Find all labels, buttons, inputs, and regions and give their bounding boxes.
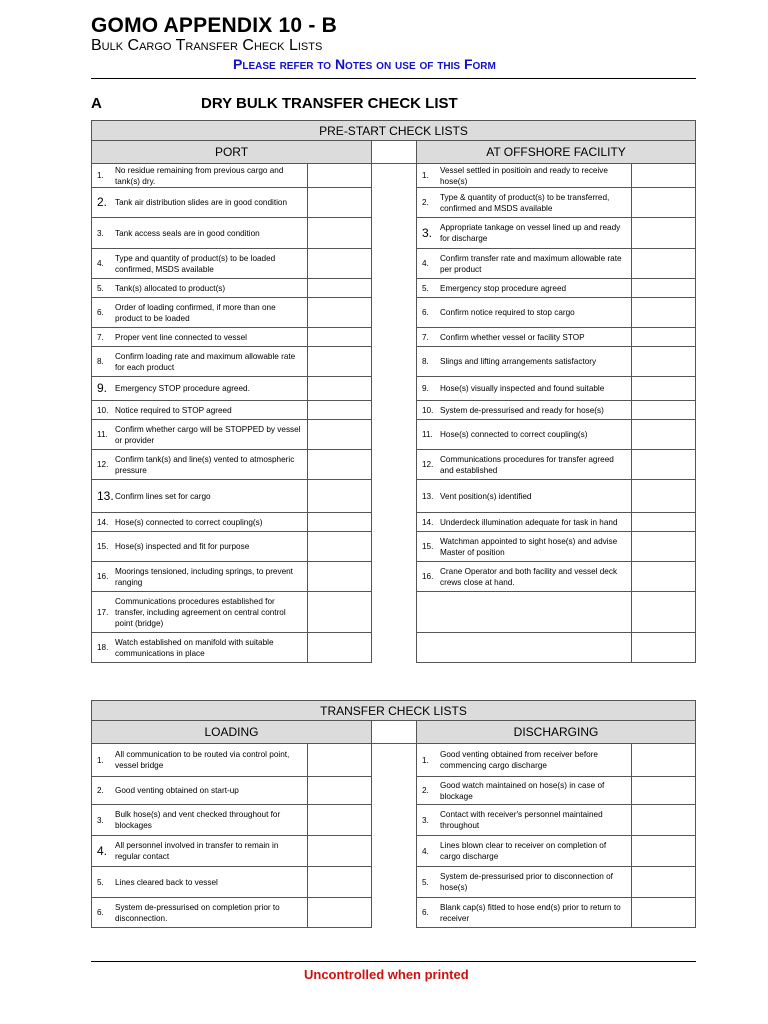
- item-number: 18.: [97, 643, 109, 652]
- checklist-row: [416, 328, 696, 347]
- prestart-table: [91, 120, 696, 658]
- checklist-row: [91, 218, 372, 249]
- item-number: 4.: [97, 843, 108, 858]
- checklist-item: [417, 480, 631, 512]
- checklist-row: [91, 347, 372, 377]
- checklist-row: [91, 328, 372, 347]
- checkbox-cell[interactable]: [307, 480, 371, 512]
- checklist-item: [417, 777, 631, 804]
- item-text: Confirm lines set for cargo: [115, 491, 211, 501]
- checklist-row: [416, 532, 696, 562]
- item-text: Order of loading confirmed, if more than one product to be loaded: [115, 302, 276, 323]
- item-number: 4.: [97, 259, 104, 268]
- checklist-item: [92, 188, 307, 217]
- checklist-row: [416, 298, 696, 328]
- item-number: 2.: [422, 198, 429, 207]
- checklist-row: [91, 401, 372, 420]
- item-text: Crane Operator and both facility and vessel deck crews close at hand.: [440, 566, 618, 587]
- item-text: Slings and lifting arrangements satisfactory: [440, 357, 597, 366]
- item-text: Lines blown clear to receiver on completion of cargo discharge: [440, 841, 607, 861]
- checklist-row: [416, 420, 696, 450]
- checkbox-cell[interactable]: [307, 377, 371, 400]
- item-number: 1.: [422, 755, 429, 765]
- item-text: Confirm whether cargo will be STOPPED by vessel or provider: [115, 424, 301, 445]
- transfer-heading: TRANSFER CHECK LISTS: [91, 700, 696, 721]
- checklist-item: [92, 347, 307, 376]
- checkbox-cell[interactable]: [631, 188, 695, 217]
- checklist-row: [416, 836, 696, 867]
- checklist-item: [92, 777, 307, 804]
- checklist-row: [416, 218, 696, 249]
- item-number: 12.: [97, 460, 109, 469]
- item-number: 7.: [97, 332, 104, 342]
- checklist-row: [91, 867, 372, 898]
- item-text: Confirm tank(s) and line(s) vented to atmospheric pressure: [115, 454, 295, 475]
- footer-note: Uncontrolled when printed: [304, 967, 469, 982]
- checklist-item: [417, 805, 631, 835]
- item-number: 14.: [97, 517, 109, 527]
- checkbox-cell[interactable]: [307, 328, 371, 346]
- header-divider: [91, 78, 696, 79]
- checklist-row: [91, 633, 372, 663]
- item-text: Watchman appointed to sight hose(s) and advise Master of position: [440, 536, 618, 557]
- checklist-item: [92, 164, 307, 187]
- item-text: Bulk hose(s) and vent checked throughout for blockages: [115, 810, 281, 830]
- checkbox-cell[interactable]: [631, 777, 695, 804]
- checkbox-cell[interactable]: [307, 279, 371, 297]
- checkbox-cell[interactable]: [307, 164, 371, 187]
- item-number: 9.: [422, 384, 429, 393]
- item-number: 4.: [422, 259, 429, 268]
- checklist-item: [417, 450, 631, 479]
- item-number: 3.: [97, 815, 104, 825]
- document-title: GOMO APPENDIX 10 - B: [91, 14, 337, 37]
- checklist-row: [416, 347, 696, 377]
- checklist-row: [91, 777, 372, 805]
- checklist-row: [416, 898, 696, 928]
- item-number: 2.: [97, 786, 104, 795]
- checkbox-cell[interactable]: [631, 532, 695, 561]
- item-text: Underdeck illumination adequate for task in hand: [440, 517, 618, 527]
- document-subtitle: Bulk Cargo Transfer Check Lists: [91, 37, 323, 54]
- item-text: Proper vent line connected to vessel: [115, 332, 247, 342]
- checkbox-cell[interactable]: [307, 898, 371, 927]
- checkbox-cell[interactable]: [307, 347, 371, 376]
- checkbox-cell[interactable]: [307, 298, 371, 327]
- checklist-item: [417, 513, 631, 531]
- item-number: 1.: [97, 171, 104, 180]
- item-text: Notice required to STOP agreed: [115, 405, 232, 415]
- checklist-item: [417, 188, 631, 217]
- checkbox-cell[interactable]: [307, 777, 371, 804]
- item-text: Watch established on manifold with suitable communications in place: [115, 637, 274, 658]
- checklist-row: [416, 450, 696, 480]
- item-text: Blank cap(s) fitted to hose end(s) prior to return to receiver: [440, 902, 621, 923]
- item-number: 15.: [97, 542, 109, 551]
- item-number: 3.: [422, 225, 433, 240]
- checkbox-cell[interactable]: [631, 898, 695, 927]
- checklist-item: [92, 480, 307, 512]
- checkbox-cell[interactable]: [631, 562, 695, 591]
- checklist-item: [92, 744, 307, 776]
- checklist-item: [92, 450, 307, 479]
- checklist-item: [92, 805, 307, 835]
- checkbox-cell[interactable]: [631, 633, 695, 662]
- checkbox-cell[interactable]: [631, 420, 695, 449]
- checklist-item: [417, 592, 631, 632]
- item-number: 7.: [422, 332, 429, 342]
- item-text: All communication to be routed via control point, vessel bridge: [115, 750, 290, 770]
- checklist-row: [416, 164, 696, 188]
- item-number: 8.: [422, 357, 429, 366]
- item-number: 16.: [422, 572, 434, 581]
- checklist-item: [417, 298, 631, 327]
- loading-heading: LOADING: [91, 721, 372, 744]
- checklist-row: [91, 420, 372, 450]
- item-text: Confirm loading rate and maximum allowable rate for each product: [115, 351, 296, 372]
- item-text: Type & quantity of product(s) to be transferred, confirmed and MSDS available: [440, 192, 610, 213]
- checkbox-cell[interactable]: [631, 805, 695, 835]
- checkbox-cell[interactable]: [631, 867, 695, 897]
- checklist-item: [417, 218, 631, 248]
- item-number: 8.: [97, 357, 104, 366]
- checklist-row: [91, 279, 372, 298]
- checklist-item: [92, 401, 307, 419]
- checkbox-cell[interactable]: [631, 279, 695, 297]
- item-number: 1.: [97, 755, 104, 765]
- item-number: 4.: [422, 846, 429, 856]
- item-text: Tank(s) allocated to product(s): [115, 283, 226, 293]
- item-number: 5.: [422, 283, 429, 293]
- checklist-item: [417, 420, 631, 449]
- checklist-item: [92, 592, 307, 632]
- checklist-item: [417, 562, 631, 591]
- item-text: System de-pressurised and ready for hose(s): [440, 405, 604, 415]
- checklist-item: [417, 744, 631, 776]
- checklist-row: [416, 744, 696, 777]
- checklist-item: [92, 532, 307, 561]
- checkbox-cell[interactable]: [307, 249, 371, 278]
- footer-divider: [91, 961, 696, 962]
- item-text: Emergency STOP procedure agreed.: [115, 384, 250, 393]
- item-text: Hose(s) inspected and fit for purpose: [115, 542, 250, 551]
- checklist-row: [91, 836, 372, 867]
- item-text: Tank air distribution slides are in good condition: [115, 198, 288, 207]
- port-heading: PORT: [91, 141, 372, 164]
- checklist-item: [417, 249, 631, 278]
- checklist-row: [416, 401, 696, 420]
- checkbox-cell[interactable]: [631, 592, 695, 632]
- checklist-row: [91, 513, 372, 532]
- checklist-row: [91, 377, 372, 401]
- column-gap: [372, 721, 416, 744]
- checklist-item: [417, 633, 631, 662]
- checklist-row: [416, 777, 696, 805]
- item-text: Tank access seals are in good condition: [115, 228, 260, 238]
- checklist-row: [416, 867, 696, 898]
- checklist-row: [416, 188, 696, 218]
- item-text: Good venting obtained on start-up: [115, 786, 239, 795]
- item-number: 6.: [422, 908, 429, 917]
- item-text: Moorings tensioned, including springs, to prevent ranging: [115, 566, 293, 587]
- item-text: Confirm whether vessel or facility STOP: [440, 332, 585, 342]
- checklist-item: [92, 249, 307, 278]
- item-number: 17.: [97, 607, 109, 617]
- item-number: 6.: [97, 308, 104, 317]
- item-number: 2.: [97, 195, 108, 209]
- discharging-heading: DISCHARGING: [416, 721, 696, 744]
- section-letter: A: [91, 95, 102, 112]
- checklist-row: [91, 532, 372, 562]
- item-number: 11.: [422, 430, 433, 439]
- checklist-item: [417, 347, 631, 376]
- checkbox-cell[interactable]: [631, 401, 695, 419]
- checkbox-cell[interactable]: [631, 298, 695, 327]
- item-text: Contact with receiver's personnel maintained throughout: [440, 810, 603, 830]
- checklist-row: [91, 450, 372, 480]
- offshore-heading: AT OFFSHORE FACILITY: [416, 141, 696, 164]
- item-text: Hose(s) visually inspected and found suitable: [440, 384, 605, 393]
- checklist-row: [416, 377, 696, 401]
- item-number: 5.: [422, 877, 429, 887]
- checkbox-cell[interactable]: [307, 805, 371, 835]
- checklist-item: [92, 562, 307, 591]
- checklist-item: [92, 218, 307, 248]
- loading-column: [91, 721, 372, 928]
- item-number: 3.: [97, 228, 104, 238]
- item-number: 2.: [422, 786, 429, 795]
- checklist-item: [92, 420, 307, 449]
- checklist-row: [91, 744, 372, 777]
- checklist-item: [417, 377, 631, 400]
- item-number: 16.: [97, 572, 109, 581]
- checklist-item: [417, 836, 631, 866]
- item-text: Hose(s) connected to correct coupling(s): [440, 430, 588, 439]
- item-text: Emergency stop procedure agreed: [440, 283, 567, 293]
- checkbox-cell[interactable]: [631, 347, 695, 376]
- checklist-row: [416, 805, 696, 836]
- checklist-row: [416, 633, 696, 663]
- transfer-table: [91, 700, 696, 923]
- checklist-item: [92, 377, 307, 400]
- checklist-item: [92, 867, 307, 897]
- checklist-item: [92, 298, 307, 327]
- checklist-item: [417, 898, 631, 927]
- item-text: Good venting obtained from receiver before commencing cargo discharge: [440, 750, 598, 770]
- checklist-item: [92, 279, 307, 297]
- checkbox-cell[interactable]: [631, 513, 695, 531]
- checklist-row: [91, 164, 372, 188]
- checkbox-cell[interactable]: [307, 836, 371, 866]
- checklist-row: [416, 592, 696, 633]
- checklist-item: [417, 328, 631, 346]
- checkbox-cell[interactable]: [307, 401, 371, 419]
- checkbox-cell[interactable]: [631, 377, 695, 400]
- item-text: Lines cleared back to vessel: [115, 877, 218, 887]
- checklist-row: [416, 249, 696, 279]
- checklist-item: [92, 836, 307, 866]
- item-number: 6.: [422, 308, 429, 317]
- checklist-row: [91, 249, 372, 279]
- item-number: 10.: [97, 405, 109, 415]
- item-text: Vent position(s) identified: [440, 491, 532, 501]
- checklist-row: [91, 805, 372, 836]
- checkbox-cell[interactable]: [307, 633, 371, 662]
- checkbox-cell[interactable]: [631, 450, 695, 479]
- checklist-row: [91, 298, 372, 328]
- item-text: System de-pressurised prior to disconnection of hose(s): [440, 872, 613, 892]
- item-number: 12.: [422, 460, 434, 469]
- item-text: Confirm transfer rate and maximum allowable rate per product: [440, 253, 622, 274]
- checklist-row: [416, 480, 696, 513]
- prestart-heading: PRE-START CHECK LISTS: [91, 120, 696, 141]
- checkbox-cell[interactable]: [631, 836, 695, 866]
- checkbox-cell[interactable]: [307, 218, 371, 248]
- checkbox-cell[interactable]: [631, 249, 695, 278]
- item-text: Type and quantity of product(s) to be loaded confirmed, MSDS available: [115, 253, 276, 274]
- checkbox-cell[interactable]: [307, 513, 371, 531]
- checkbox-cell[interactable]: [307, 450, 371, 479]
- item-number: 9.: [97, 381, 108, 395]
- item-number: 11.: [97, 430, 108, 439]
- checklist-item: [417, 867, 631, 897]
- item-number: 13.: [97, 488, 114, 503]
- checklist-row: [91, 562, 372, 592]
- checklist-row: [416, 513, 696, 532]
- item-text: All personnel involved in transfer to remain in regular contact: [115, 841, 279, 861]
- checkbox-cell[interactable]: [307, 562, 371, 591]
- item-text: Good watch maintained on hose(s) in case of blockage: [440, 780, 605, 801]
- item-number: 13.: [422, 491, 434, 501]
- checklist-row: [91, 898, 372, 928]
- checkbox-cell[interactable]: [307, 188, 371, 217]
- checkbox-cell[interactable]: [631, 218, 695, 248]
- checklist-row: [416, 562, 696, 592]
- item-number: 14.: [422, 517, 434, 527]
- checkbox-cell[interactable]: [307, 420, 371, 449]
- checklist-item: [92, 633, 307, 662]
- checklist-item: [417, 532, 631, 561]
- item-text: System de-pressurised on completion prior to disconnection.: [115, 902, 280, 923]
- checklist-row: [91, 188, 372, 218]
- usage-note: Please refer to Notes on use of this Form: [233, 56, 496, 72]
- checkbox-cell[interactable]: [307, 867, 371, 897]
- section-title: DRY BULK TRANSFER CHECK LIST: [201, 95, 458, 112]
- item-text: Communications procedures established for transfer, including agreement on central control point (bridge): [115, 596, 286, 628]
- port-column: [91, 141, 372, 663]
- checklist-item: [417, 279, 631, 297]
- item-text: Hose(s) connected to correct coupling(s): [115, 517, 263, 527]
- offshore-column: [416, 141, 696, 663]
- checklist-item: [417, 164, 631, 187]
- checklist-row: [416, 279, 696, 298]
- checklist-row: [91, 480, 372, 513]
- checkbox-cell[interactable]: [307, 744, 371, 776]
- checklist-item: [92, 328, 307, 346]
- item-number: 15.: [422, 542, 434, 551]
- checkbox-cell[interactable]: [307, 592, 371, 632]
- item-number: 5.: [97, 877, 104, 887]
- item-number: 3.: [422, 815, 429, 825]
- item-text: Appropriate tankage on vessel lined up and ready for discharge: [440, 223, 621, 243]
- checklist-row: [91, 592, 372, 633]
- checkbox-cell[interactable]: [631, 328, 695, 346]
- item-number: 5.: [97, 283, 104, 293]
- item-text: Confirm notice required to stop cargo: [440, 308, 575, 317]
- item-text: No residue remaining from previous cargo and tank(s) dry.: [115, 165, 284, 186]
- checkbox-cell[interactable]: [307, 532, 371, 561]
- item-text: Vessel settled in positioin and ready to receive hose(s): [440, 165, 608, 186]
- checklist-item: [417, 401, 631, 419]
- checklist-item: [92, 513, 307, 531]
- item-text: Communications procedures for transfer agreed and established: [440, 454, 614, 475]
- item-number: 10.: [422, 405, 434, 415]
- checkbox-cell[interactable]: [631, 744, 695, 776]
- column-gap: [372, 141, 416, 164]
- checklist-item: [92, 898, 307, 927]
- item-number: 6.: [97, 908, 104, 917]
- checkbox-cell[interactable]: [631, 480, 695, 512]
- item-number: 1.: [422, 171, 429, 180]
- checkbox-cell[interactable]: [631, 164, 695, 187]
- discharging-column: [416, 721, 696, 928]
